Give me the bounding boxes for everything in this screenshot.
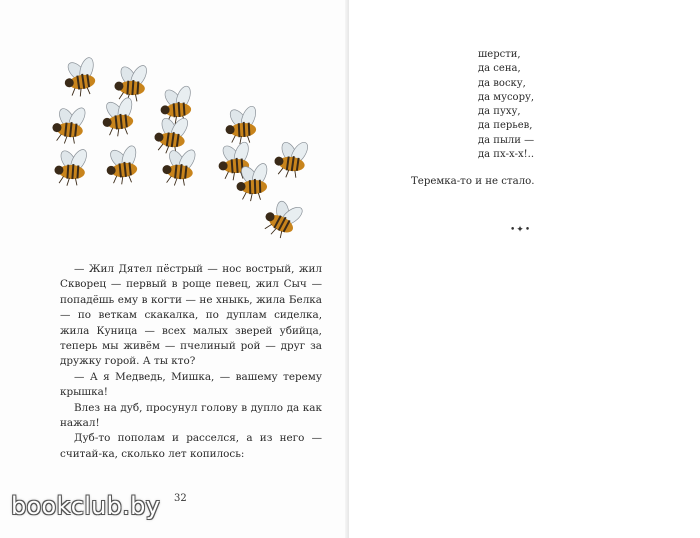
- bee-8: [53, 145, 90, 187]
- bee-5: [100, 95, 138, 138]
- paragraph-3: Влез на дуб, просунул голову в дупло да как нажал!: [60, 401, 322, 430]
- bee-1: [61, 55, 100, 99]
- bee-6: [152, 112, 191, 156]
- closing-line: Теремка-то и не стало.: [411, 176, 535, 187]
- bee-7: [224, 104, 260, 145]
- bee-2: [113, 61, 150, 103]
- verse-line: да пх-х-х!..: [478, 149, 535, 161]
- watermark: bookclub.by: [11, 492, 161, 520]
- bee-12: [272, 136, 311, 180]
- end-ornament-icon: •✦•: [510, 225, 532, 235]
- verse-list: [478, 48, 534, 162]
- verse-line: да мусору,: [478, 91, 535, 103]
- bee-swarm-illustration: [40, 50, 340, 260]
- bee-9: [104, 143, 142, 186]
- verse-line: да воску,: [478, 77, 526, 89]
- bee-4: [51, 103, 89, 146]
- verse-line: да перьев,: [478, 120, 533, 132]
- verse-line: да сена,: [478, 63, 521, 75]
- verse-line: да пуху,: [478, 106, 521, 118]
- paragraph-4: Дуб-то пополам и расселся, а из него — считай-ка, сколько лет копилось:: [60, 432, 322, 460]
- left-page: [0, 0, 349, 538]
- paragraph-1: — Жил Дятел пёстрый — нос вострый, жил Скворец — первый в роще певец, жил Сыч — попадёшь ему в когти — не хныкь, жила Белка — по веткам скакалка, по дуплам сиделка, жила Куница — всех малых зверей убийца, теперь мы живём — пчелиный рой — друг за дружку горой. А ты кто?: [60, 263, 322, 368]
- verse-line: шерсти,: [478, 49, 521, 60]
- verse-line: да пыли —: [478, 134, 535, 146]
- page-number: 32: [174, 493, 187, 504]
- paragraph-2: — А я Медведь, Мишка, — вашему терему крышка!: [60, 370, 322, 399]
- bee-14: [259, 193, 308, 244]
- story-text: [60, 262, 322, 462]
